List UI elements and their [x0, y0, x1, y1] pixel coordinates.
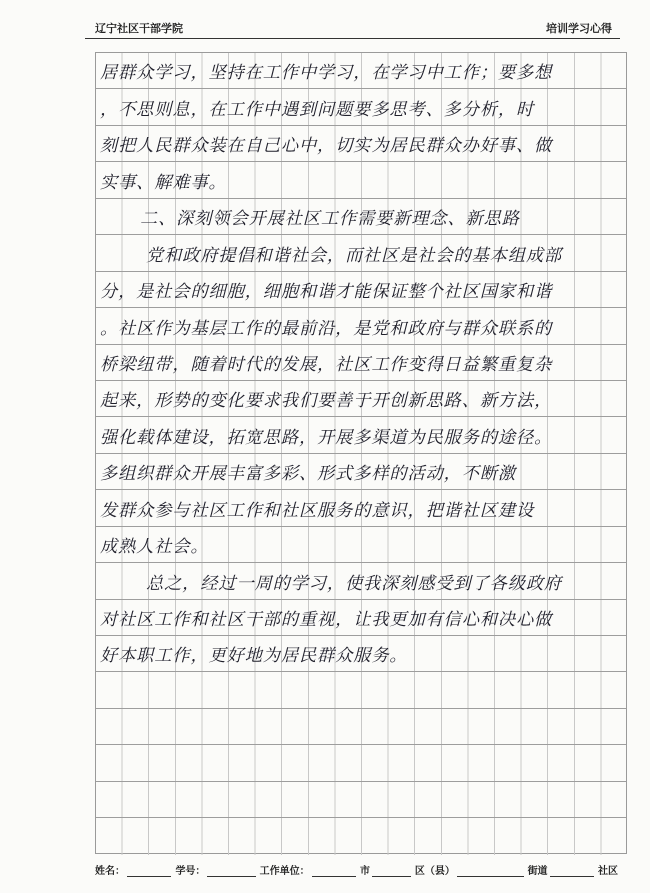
handwritten-line: 。社区作为基层工作的最前沿，是党和政府与群众联系的 — [100, 318, 553, 339]
handwritten-line: 桥梁纽带，随着时代的发展，社区工作变得日益繁重复杂 — [100, 354, 553, 375]
grid-row — [96, 199, 626, 235]
grid-row — [96, 235, 626, 271]
district-label: 区（县） — [414, 866, 455, 877]
header-rule — [85, 38, 620, 39]
work-unit-label: 工作单位： — [259, 866, 310, 877]
handwritten-line: 起来，形势的变化要求我们要善于开创新思路、新方法， — [100, 391, 553, 412]
handwritten-line: 对社区工作和社区干部的重视，让我更加有信心和决心做 — [100, 610, 553, 630]
grid-row — [96, 417, 626, 453]
grid-row — [96, 818, 626, 854]
grid-row — [96, 782, 626, 818]
grid-row — [96, 636, 626, 672]
handwritten-line: 成熟人社会。 — [100, 537, 209, 558]
student-id-blank — [207, 866, 255, 877]
grid-row — [96, 53, 626, 89]
work-unit-blank — [312, 866, 356, 877]
city-label: 市 — [360, 866, 371, 877]
grid-row — [96, 745, 626, 781]
street-blank — [457, 866, 524, 877]
grid-row — [96, 454, 626, 490]
name-label: 姓名： — [95, 866, 125, 877]
student-id-label: 学号： — [175, 866, 206, 877]
handwritten-line: ，不思则息，在工作中遇到问题要多思考、多分析，时 — [100, 99, 535, 120]
handwritten-line: 总之，经过一周的学习，使我深刻感受到了各级政府 — [146, 573, 563, 594]
institution-header: 辽宁社区干部学院 — [95, 22, 183, 35]
grid-row — [96, 381, 626, 417]
street-label: 街道 — [527, 866, 548, 877]
grid-row — [96, 600, 626, 636]
handwritten-line: 实事、解难事。 — [100, 172, 227, 193]
grid-row — [96, 162, 626, 198]
handwritten-line: 分，是社会的细胞，细胞和谐才能保证整个社区国家和谐 — [100, 282, 553, 303]
handwritten-line: 居群众学习，坚持在工作中学习，在学习中工作；要多想 — [100, 63, 553, 84]
footer-form — [95, 862, 620, 877]
document-type-header: 培训学习心得 — [546, 22, 612, 35]
grid-row — [96, 345, 626, 381]
handwritten-line: 党和政府提倡和谐社会，而社区是社会的基本组成部 — [146, 245, 563, 266]
grid-row — [96, 527, 626, 563]
section-heading: 二、深刻领会开展社区工作需要新理念、新思路 — [140, 209, 520, 230]
community-blank — [550, 866, 594, 877]
handwritten-line: 强化载体建设，拓宽思路，开展多渠道为民服务的途径。 — [100, 427, 553, 448]
grid-row — [96, 272, 626, 308]
handwritten-line: 好本职工作，更好地为居民群众服务。 — [100, 646, 408, 667]
grid-row — [96, 563, 626, 599]
district-blank — [372, 866, 411, 877]
grid-row — [96, 672, 626, 708]
grid-row — [96, 490, 626, 526]
community-label: 社区 — [598, 866, 618, 877]
grid-sheet — [95, 52, 627, 854]
grid-row — [96, 89, 626, 125]
grid-row — [96, 709, 626, 745]
handwritten-line: 发群众参与社区工作和社区服务的意识，把谐社区建设 — [100, 500, 535, 521]
grid-row — [96, 126, 626, 162]
handwritten-line: 刻把人民群众装在自己心中，切实为居民群众办好事、做 — [100, 136, 553, 157]
handwritten-line: 多组织群众开展丰富多彩、形式多样的活动，不断激 — [100, 464, 517, 485]
name-blank — [127, 866, 171, 877]
grid-row — [96, 308, 626, 344]
